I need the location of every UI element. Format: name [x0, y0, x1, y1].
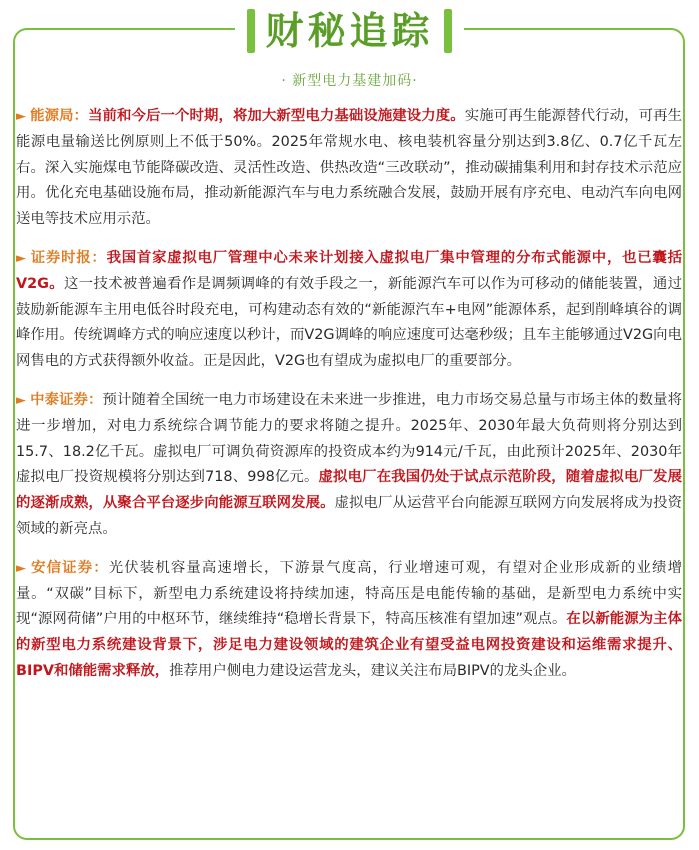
title-right-bar [444, 9, 452, 53]
highlight-text: 在以新能源为主体的新型电力系统建设背景下，涉足电力建设领域的建筑企业有望受益电网投资建设和运维需求提升、BIPV和储能需求释放， [16, 611, 682, 679]
page-title: 财秘追踪 [265, 9, 434, 53]
header [0, 0, 699, 60]
paragraph-essence-securities [16, 556, 682, 685]
title-box [235, 6, 463, 56]
arrow-bullet-icon: ► [16, 392, 26, 408]
body-text: 实施可再生能源替代行动，可再生能源电量输送比例原则上不低于50%。2025年常规水电、核电装机容量分别达到3.8亿、0.7亿千瓦左右。深入实施煤电节能降碳改造、灵活性改造、供热改造“三改联动”，推动碳捕集利用和封存技术示范应用。优化充电基础设施布局，推动新能源汽车与电力系统融合发展，鼓励开展有序充电、电动汽车向电网送电等技术应用示范。 [16, 108, 682, 228]
arrow-bullet-icon: ► [16, 250, 26, 266]
body-text: 虚拟电厂从运营平台向能源互联网方向发展将成为投资领域的新亮点。 [16, 495, 682, 537]
highlight-text: 我国首家虚拟电厂管理中心未来计划接入虚拟电厂集中管理的分布式能源中，也已囊括V2G。 [16, 249, 682, 292]
title-left-bar [247, 9, 255, 53]
source-label: 证券时报： [30, 249, 107, 266]
body-text: 这一技术被普遍看作是调频调峰的有效手段之一，新能源汽车可以作为可移动的储能装置，通过鼓励新能源车主用电低谷时段充电，可构建动态有效的“新能源汽车+电网”能源体系，起到削峰填谷的调峰作用。传统调峰方式的响应速度以秒计，而V2G调峰的响应速度可达毫秒级；且车主能够通过V2G向电网售电的方式获得额外收益。正是因此，V2G也有望成为虚拟电厂的重要部分。 [16, 275, 682, 370]
page-subtitle: · 新型电力基建加码· [281, 73, 418, 89]
body-text: 光伏装机容量高速增长，下游景气度高，行业增速可观，有望对企业形成新的业绩增量。“双碳”目标下，新型电力系统建设将持续加速，特高压是电能传输的基础，是新型电力系统中实现“源网荷储”户用的中枢环节，继续维持“稳增长背景下，特高压核准有望加速”观点。 [16, 559, 682, 628]
article-body [16, 104, 682, 685]
highlight-text: 虚拟电厂在我国仍处于试点示范阶段，随着虚拟电厂发展的逐渐成熟，从聚合平台逐步向能源互联网发展。 [16, 469, 682, 512]
highlight-text: 当前和今后一个时期，将加大新型电力基础设施建设力度。 [88, 108, 465, 124]
paragraph-energy-bureau [16, 104, 682, 233]
source-label: 中泰证券： [30, 391, 103, 408]
arrow-bullet-icon: ► [16, 109, 26, 124]
arrow-bullet-icon: ► [16, 560, 26, 576]
paragraph-securities-times [16, 246, 682, 375]
paragraph-zhongtai-securities [16, 388, 682, 543]
body-text: 预计随着全国统一电力市场建设在未来进一步推进，电力市场交易总量与市场主体的数量将进一步增加，对电力系统综合调节能力的要求将随之提升。2025年、2030年最大负荷则将分别达到15.7、18.2亿千瓦。虚拟电厂可调负荷资源库的投资成本约为914元/千瓦，由此预计2025年、2030年虚拟电厂投资规模将分别达到718、998亿元。 [16, 391, 682, 486]
source-label: 能源局： [30, 108, 89, 124]
source-label: 安信证券： [30, 559, 109, 576]
body-text: 推荐用户侧电力建设运营龙头，建议关注布局BIPV的龙头企业。 [169, 662, 576, 679]
